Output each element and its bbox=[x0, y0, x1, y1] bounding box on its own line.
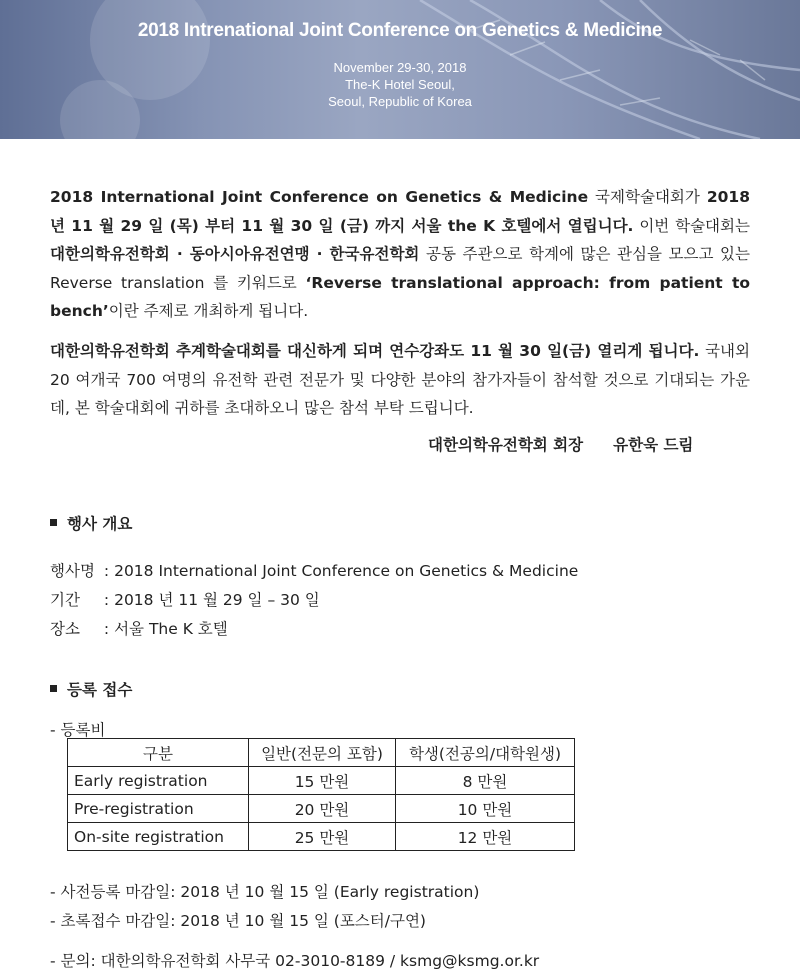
table-header: 구분 bbox=[68, 739, 249, 767]
registration-heading: 등록 접수 bbox=[50, 678, 132, 700]
overview-heading: 행사 개요 bbox=[50, 512, 132, 534]
early-deadline-note: - 사전등록 마감일: 2018 년 10 월 15 일 (Early registration) bbox=[50, 883, 480, 901]
table-header: 일반(전문의 포함) bbox=[249, 739, 396, 767]
overview-row-name: 행사명 : 2018 International Joint Conference on Genetics & Medicine bbox=[50, 562, 579, 580]
overview-row-period: 기간 : 2018 년 11 월 29 일 – 30 일 bbox=[50, 591, 320, 609]
intro-text-2: 이번 학술대회는 bbox=[639, 216, 750, 235]
table-cell: 8 만원 bbox=[396, 767, 575, 795]
table-row bbox=[68, 795, 575, 823]
square-bullet-icon bbox=[50, 685, 57, 692]
intro-dates: 2018 년 11 월 29 일 (목) 부터 11 월 30 일 (금) 까지 서울 the K 호텔에서 열립니다. bbox=[50, 188, 750, 235]
invite-text: 국내외 20 여개국 700 여명의 유전학 관련 전문가 및 다양한 분야의 참가자들이 참석할 것으로 기대되는 가운데, 본 학술대회에 귀하를 초대하오니 많은 참석 부탁 드립니다. bbox=[50, 342, 750, 417]
banner-title: 2018 Intrenational Joint Conference on Genetics & Medicine bbox=[137, 20, 663, 41]
signature bbox=[428, 433, 693, 455]
intro-conference-name: 2018 International Joint Conference on Genetics & Medicine bbox=[50, 188, 589, 206]
contact-info: - 문의: 대한의학유전학회 사무국 02-3010-8189 / ksmg@ksmg.or.kr bbox=[50, 952, 540, 970]
signature-name: 유한욱 드림 bbox=[613, 436, 694, 454]
square-bullet-icon bbox=[50, 519, 57, 526]
table-cell: 15 만원 bbox=[249, 767, 396, 795]
intro-organizers: 대한의학유전학회 · 동아시아유전연맹 · 한국유전학회 bbox=[50, 245, 420, 263]
table-row bbox=[68, 767, 575, 795]
table-header: 학생(전공의/대학원생) bbox=[396, 739, 575, 767]
document-body bbox=[0, 139, 800, 977]
conference-banner bbox=[0, 0, 800, 139]
banner-date: November 29-30, 2018 bbox=[333, 60, 467, 75]
intro-theme: ‘Reverse translational approach: from patient to bench’ bbox=[50, 273, 750, 320]
fee-table bbox=[67, 738, 575, 851]
fee-label: - 등록비 bbox=[50, 721, 106, 739]
banner-city: Seoul, Republic of Korea bbox=[328, 94, 472, 109]
table-cell: 12 만원 bbox=[396, 823, 575, 851]
table-cell: Pre-registration bbox=[68, 795, 249, 823]
invite-bold: 대한의학유전학회 추계학술대회를 대신하게 되며 연수강좌도 11 월 30 일(금) 열리게 됩니다. bbox=[50, 342, 700, 360]
banner-venue: The-K Hotel Seoul, bbox=[345, 77, 455, 92]
table-cell: On-site registration bbox=[68, 823, 249, 851]
table-cell: 25 만원 bbox=[249, 823, 396, 851]
intro-text-3: 공동 주관으로 학계에 많은 관심을 모으고 있는 Reverse translation 를 키워드로 bbox=[50, 245, 750, 292]
table-cell: 20 만원 bbox=[249, 795, 396, 823]
table-header-row bbox=[68, 739, 575, 767]
abstract-deadline-note: - 초록접수 마감일: 2018 년 10 월 15 일 (포스터/구연) bbox=[50, 912, 426, 930]
signature-org: 대한의학유전학회 회장 bbox=[428, 436, 584, 454]
intro-paragraph bbox=[50, 183, 750, 326]
intro-text-1: 국제학술대회가 bbox=[588, 188, 700, 206]
table-row bbox=[68, 823, 575, 851]
table-cell: 10 만원 bbox=[396, 795, 575, 823]
invite-paragraph bbox=[50, 337, 750, 423]
table-cell: Early registration bbox=[68, 767, 249, 795]
intro-text-4: 이란 주제로 개최하게 됩니다. bbox=[108, 302, 309, 320]
overview-row-venue: 장소 : 서울 The K 호텔 bbox=[50, 620, 228, 638]
